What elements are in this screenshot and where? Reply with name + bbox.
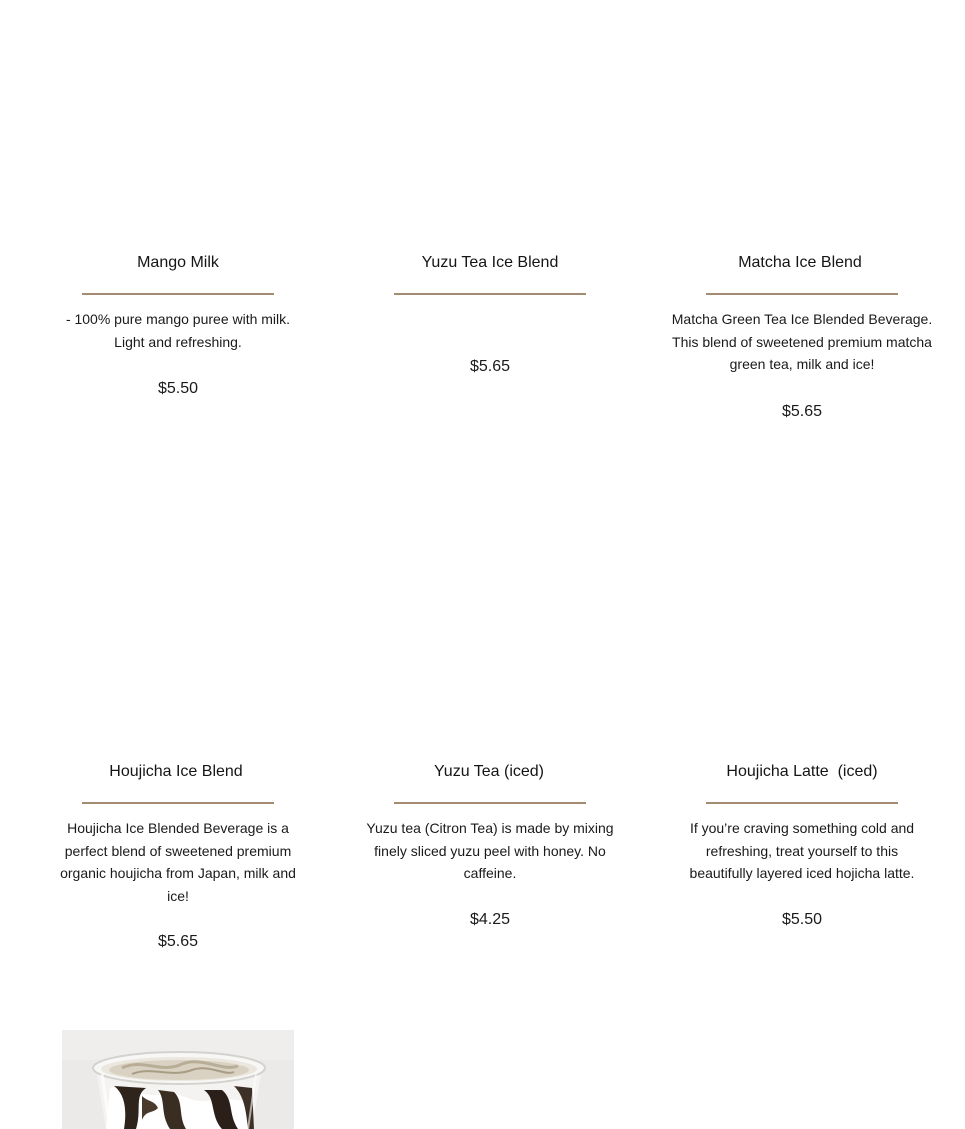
item-price: $5.50: [157, 380, 199, 397]
item-divider: [82, 802, 274, 804]
item-description: Yuzu tea (Citron Tea) is made by mixing finely sliced yuzu peel with honey. No caffeine.: [366, 820, 614, 881]
menu-item-houjicha-latte-iced[interactable]: [646, 0, 958, 960]
item-title[interactable]: Yuzu Tea Ice Blend: [421, 254, 559, 271]
item-price: $5.65: [157, 933, 199, 950]
item-title[interactable]: Houjicha Ice Blend: [109, 763, 243, 780]
item-title[interactable]: Mango Milk: [137, 254, 219, 271]
item-price: $5.50: [781, 911, 823, 928]
item-price: $5.65: [781, 403, 823, 420]
item-title[interactable]: Matcha Ice Blend: [738, 254, 862, 271]
iced-hojicha-drink-photo[interactable]: [62, 1030, 294, 1129]
item-description: If you’re craving something cold and refreshing, treat yourself to this beautifully layered iced hojicha latte.: [689, 820, 915, 881]
item-divider: [394, 802, 586, 804]
item-divider: [706, 802, 898, 804]
drink-cup-illustration: [62, 1030, 294, 1129]
item-description: Houjicha Ice Blended Beverage is a perfect blend of sweetened premium organic houjicha from Japan, milk and ice!: [60, 820, 296, 904]
item-title[interactable]: Houjicha Latte (iced): [726, 763, 878, 780]
menu-item-yuzu-tea-iced[interactable]: [334, 0, 646, 960]
item-description: - 100% pure mango puree with milk. Light and refreshing.: [65, 311, 291, 350]
item-price: $5.65: [469, 358, 511, 375]
item-price: $4.25: [469, 911, 511, 928]
item-description: Matcha Green Tea Ice Blended Beverage. This blend of sweetened premium matcha green tea, milk and ice!: [671, 311, 933, 372]
item-title[interactable]: Yuzu Tea (iced): [434, 763, 544, 780]
menu-item-houjicha-ice-blend[interactable]: [22, 0, 334, 960]
